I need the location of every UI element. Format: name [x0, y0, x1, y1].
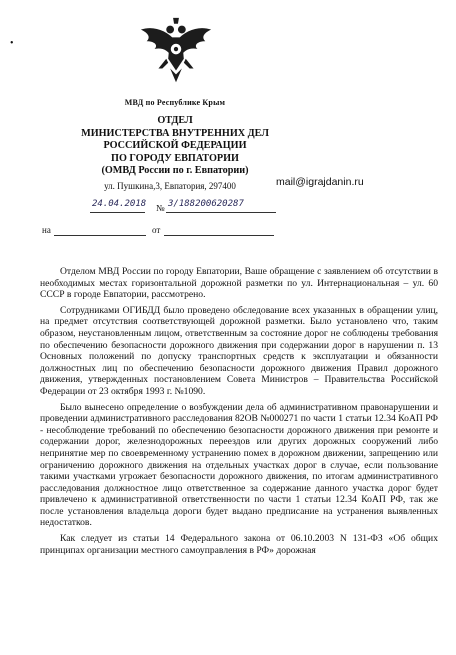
department-line: ОТДЕЛ [157, 115, 193, 126]
body-paragraph: Сотрудниками ОГИБДД было проведено обследование всех указанных в обращении улиц, на предмет отсутствия соответствующей дорожной разметки. Было установлено что, таким образом, неустановленным лицом, ответственным за состояние дорог не соблюдены требования по обеспечению безопасности дорожного движения при содержании дорог в нарушении п. 13 Основных положений по допуску транспортных средств к эксплуатации и обязанности должностных лиц по обеспечению безопасности дорожного движения Правил дорожного движения, утвержденных постановлением Совета Министров – Правительства Российской Федерации от 23 октября 1993 г. №1090. [40, 304, 438, 397]
body-paragraph: Было вынесено определение о возбуждении дела об административном правонарушении и проведении административного расследования 82ОВ №000271 по части 1 статьи 12.34 КоАП РФ - несоблюдение требований по обеспечению безопасности дорожного движения при ремонте и содержании дорог, железнодорожных переездов или других дорожных сооружений либо непринятие мер по своевременному устранению помех в дорожном движении, запрещению или ограничению дорожного движения на отдельных участках дорог в случае, если пользование такими участками угрожает безопасности дорожного движения, по итогам административного расследования должностное лицо ответственное за содержание данного участка дорог будет привлечено к административной ответственности по части 1 статьи 12.34 КоАП РФ, так же после установления владельца дороги будет выдано предписание на устранения выявленных недостатков. [40, 401, 438, 529]
date-underline [90, 212, 145, 213]
ot-underline [164, 235, 274, 236]
number-sign: № [156, 203, 165, 213]
recipient-email: mail@igrajdanin.ru [276, 176, 364, 188]
mvd-emblem-icon [137, 12, 215, 90]
letter-body [40, 266, 438, 560]
department-title [40, 115, 310, 178]
margin-mark: • [10, 38, 14, 49]
body-paragraph: Отделом МВД России по городу Евпатории, Ваше обращение с заявлением об отсутствии в необходимых местах горизонтальной дорожной разметки по ул. Интернациональная – ул. 60 СССР в городе Евпатории, рассмотрено. [40, 266, 438, 301]
department-line: РОССИЙСКОЙ ФЕДЕРАЦИИ [103, 140, 247, 151]
ot-label: от [152, 225, 161, 235]
letter-number: 3/188200620287 [168, 199, 244, 209]
ministry-subtitle: МВД по Республике Крым [124, 98, 226, 107]
na-label: на [42, 225, 51, 235]
department-line: ПО ГОРОДУ ЕВПАТОРИИ [111, 152, 239, 164]
body-paragraph: Как следует из статьи 14 Федерального закона от 06.10.2003 N 131-ФЗ «Об общих принципах организации местного самоуправления в РФ» дорожная [40, 533, 438, 556]
department-line: (ОМВД России по г. Евпатории) [101, 165, 249, 176]
department-line: МИНИСТЕРСТВА ВНУТРЕННИХ ДЕЛ [81, 127, 269, 139]
department-address: ул. Пушкина,3, Евпатория, 297400 [104, 181, 236, 191]
na-underline [54, 235, 146, 236]
letter-date: 24.04.2018 [92, 199, 147, 209]
number-underline [166, 212, 276, 213]
